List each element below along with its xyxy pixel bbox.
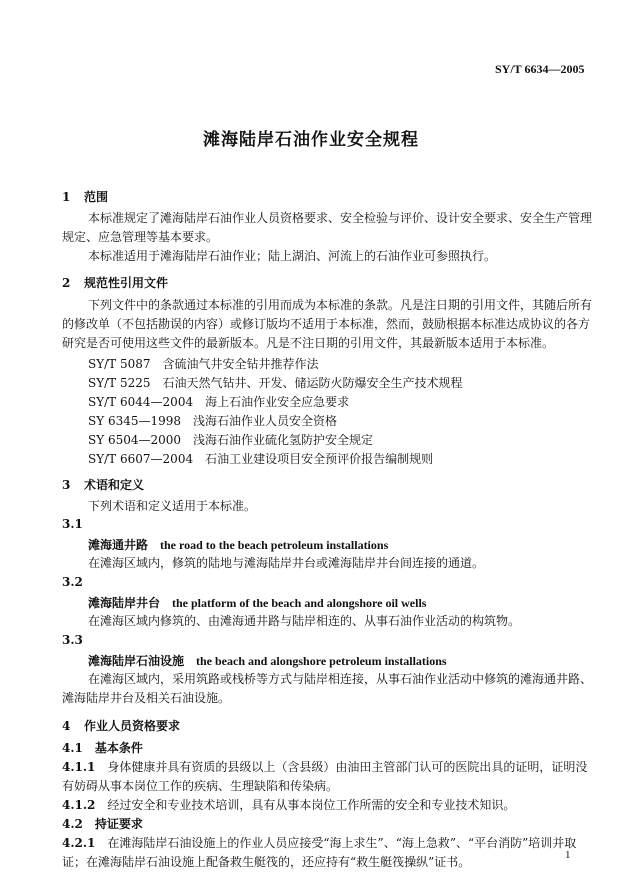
document-title: 滩海陆岸石油作业安全规程: [203, 130, 419, 150]
clause-line: [62, 796, 515, 815]
term-definition: 在滩海区域内修筑的、由滩海通井路与陆岸相连的、从事石油作业活动的构筑物。: [88, 614, 521, 628]
section-number: 3: [62, 478, 71, 492]
term-english: the platform of the beach and alongshore oil wells: [172, 596, 427, 610]
paragraph-line: 的修改单（不包括勘误的内容）或修订版均不适用于本标准，然而，鼓励根据本标准达成协议的各方: [62, 317, 591, 331]
section-number: 1: [62, 190, 71, 204]
term-heading: [88, 594, 426, 611]
paragraph-line: 本标准适用于滩海陆岸石油作业；陆上湖泊、河流上的石油作业可参照执行。: [88, 249, 497, 263]
term-definition: 在滩海区域内，修筑的陆地与滩海陆岸井台或滩海陆岸井台间连接的通道。: [88, 556, 485, 570]
section-4-heading: [62, 717, 180, 734]
reference-item: SY/T 6607—2004 石油工业建设项目安全预评价报告编制规则: [88, 452, 434, 466]
clause-text: 身体健康并具有资质的县级以上（含县级）由油田主管部门认可的医院出具的证明，证明没: [107, 760, 588, 774]
clause-line: 有妨碍从事本岗位工作的疾病、生理缺陷和传染病。: [62, 779, 339, 793]
term-chinese: 滩海陆岸石油设施: [88, 654, 185, 668]
subsection-heading: [62, 815, 143, 832]
section-2-heading: [62, 274, 168, 291]
subsection-title: 持证要求: [94, 817, 143, 831]
reference-item: SY/T 5087 含硫油气井安全钻井推荐作法: [88, 357, 319, 371]
reference-item: SY 6345—1998 浅海石油作业人员安全资格: [88, 414, 338, 428]
term-number: 3.3: [62, 633, 83, 647]
reference-item: SY/T 6044—2004 海上石油作业安全应急要求: [88, 395, 350, 409]
term-chinese: 滩海陆岸井台: [88, 596, 161, 610]
section-3-heading: [62, 476, 144, 493]
clause-line: 证；在滩海陆岸石油设施上配备救生艇筏的，还应持有“救生艇筏操纵”证书。: [62, 855, 471, 869]
clause-number: 4.1.1: [62, 760, 96, 774]
paragraph-line: 规定、应急管理等基本要求。: [62, 230, 219, 244]
clause-text: 经过安全和专业技术培训，具有从事本岗位工作所需的安全和专业技术知识。: [107, 798, 516, 812]
term-heading: [88, 652, 447, 669]
clause-number: 4.1.2: [62, 798, 96, 812]
subsection-title: 基本条件: [94, 741, 143, 755]
term-english: the beach and alongshore petroleum installations: [196, 654, 447, 668]
standard-number: SY/T 6634—2005: [495, 62, 585, 76]
term-chinese: 滩海通井路: [88, 538, 149, 552]
page-number: 1: [565, 849, 571, 861]
subsection-number: 4.1: [62, 741, 83, 755]
term-number: 3.1: [62, 517, 83, 531]
subsection-heading: [62, 739, 143, 756]
term-definition: 滩海陆岸井台及相关石油设施。: [62, 691, 231, 705]
subsection-number: 4.2: [62, 817, 83, 831]
section-title: 范围: [84, 190, 109, 204]
section-title: 术语和定义: [84, 478, 145, 492]
clause-text: 在滩海陆岸石油设施上的作业人员应接受“海上求生”、“海上急救”、“平台消防”培训并取: [107, 836, 577, 850]
clause-number: 4.2.1: [62, 836, 96, 850]
reference-item: SY 6504—2000 浅海石油作业硫化氢防护安全规定: [88, 433, 374, 447]
paragraph-line: 下列文件中的条款通过本标准的引用而成为本标准的条款。凡是注日期的引用文件，其随后所有: [88, 298, 593, 312]
section-title: 作业人员资格要求: [84, 719, 181, 733]
section-1-heading: [62, 188, 108, 205]
clause-line: [62, 834, 576, 853]
term-number: 3.2: [62, 575, 83, 589]
term-english: the road to the beach petroleum installations: [160, 538, 389, 552]
paragraph-line: 研究是否可使用这些文件的最新版本。凡是不注日期的引用文件，其最新版本适用于本标准。: [62, 336, 555, 350]
reference-item: SY/T 5225 石油天然气钻井、开发、储运防火防爆安全生产技术规程: [88, 376, 463, 390]
paragraph-line: 本标准规定了滩海陆岸石油作业人员资格要求、安全检验与评价、设计安全要求、安全生产管理: [88, 211, 593, 225]
section-number: 2: [62, 276, 71, 290]
term-heading: [88, 536, 388, 553]
section-number: 4: [62, 719, 71, 733]
clause-line: [62, 758, 587, 777]
paragraph-line: 下列术语和定义适用于本标准。: [88, 499, 257, 513]
section-title: 规范性引用文件: [84, 276, 169, 290]
term-definition: 在滩海区域内，采用筑路或栈桥等方式与陆岸相连接，从事石油作业活动中修筑的滩海通井路、: [88, 672, 593, 686]
